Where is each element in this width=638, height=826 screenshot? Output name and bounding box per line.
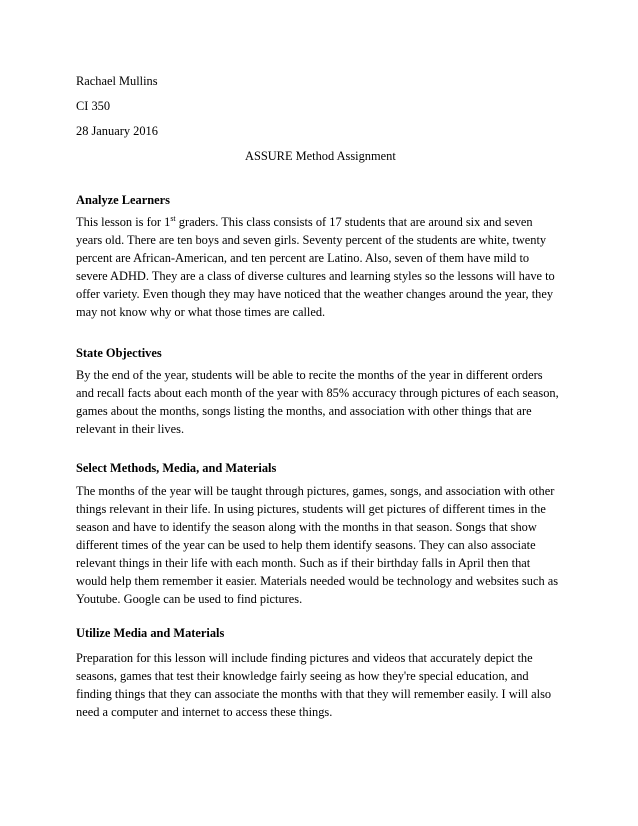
- paragraph-line: and recall facts about each month of the year with 85% accuracy through pictures of each season,: [76, 386, 559, 400]
- paragraph-line: Preparation for this lesson will include finding pictures and videos that accurately depict the: [76, 651, 533, 665]
- paragraph-line: years old. There are ten boys and seven girls. Seventy percent of the students are white, twenty: [76, 233, 547, 247]
- document-date: 28 January 2016: [76, 124, 158, 138]
- section-paragraph-select-methods: [76, 482, 566, 608]
- course-code: CI 350: [76, 99, 111, 113]
- section-paragraph-analyze-learners: [76, 213, 566, 321]
- paragraph-line: Youtube. Google can be used to find pictures.: [76, 592, 303, 606]
- paragraph-line: severe ADHD. They are a class of diverse cultures and learning styles so the lessons will have to: [76, 269, 555, 283]
- paragraph-line: may not know why or what those times are called.: [76, 305, 326, 319]
- paragraph-line: The months of the year will be taught through pictures, games, songs, and association with other: [76, 484, 555, 498]
- paragraph-line: finding things that they can associate the months with that they will remember easily. I will also: [76, 687, 552, 701]
- paragraph-line: things relevant in their life. In using pictures, students will get pictures of different times in the: [76, 502, 546, 516]
- paragraph-line: need a computer and internet to access these things.: [76, 705, 333, 719]
- paragraph-line: season and have to identify the season along with the months in that season. Songs that show: [76, 520, 537, 534]
- section-heading-select-methods: Select Methods, Media, and Materials: [76, 461, 277, 475]
- paragraph-line: By the end of the year, students will be able to recite the months of the year in different orders: [76, 368, 543, 382]
- paragraph-line: seasons, games that test their knowledge fairly seeing as how they're special education, and: [76, 669, 529, 683]
- document-title: ASSURE Method Assignment: [245, 149, 396, 163]
- paragraph-line: This lesson is for 1st graders. This class consists of 17 students that are around six and seven: [76, 213, 533, 229]
- paragraph-line: relevant things in their life with each month. Such as if their birthday falls in April then that: [76, 556, 531, 570]
- section-heading-analyze-learners: Analyze Learners: [76, 193, 170, 207]
- section-paragraph-utilize-media: [76, 649, 566, 721]
- section-paragraph-state-objectives: [76, 366, 566, 438]
- section-heading-utilize-media: Utilize Media and Materials: [76, 626, 225, 640]
- paragraph-line: offer variety. Even though they may have noticed that the weather changes around the year, they: [76, 287, 554, 301]
- paragraph-line: would help them remember it easier. Materials needed would be technology and websites such as: [76, 574, 559, 588]
- paragraph-line: relevant in their lives.: [76, 422, 185, 436]
- author-name: Rachael Mullins: [76, 74, 158, 88]
- section-heading-state-objectives: State Objectives: [76, 346, 162, 360]
- paragraph-line: different times of the year can be used to help them identify seasons. They can also associate: [76, 538, 536, 552]
- paragraph-line: games about the months, songs listing the months, and association with other things that are: [76, 404, 532, 418]
- paragraph-line: percent are African-American, and ten percent are Latino. Also, seven of them have mild to: [76, 251, 530, 265]
